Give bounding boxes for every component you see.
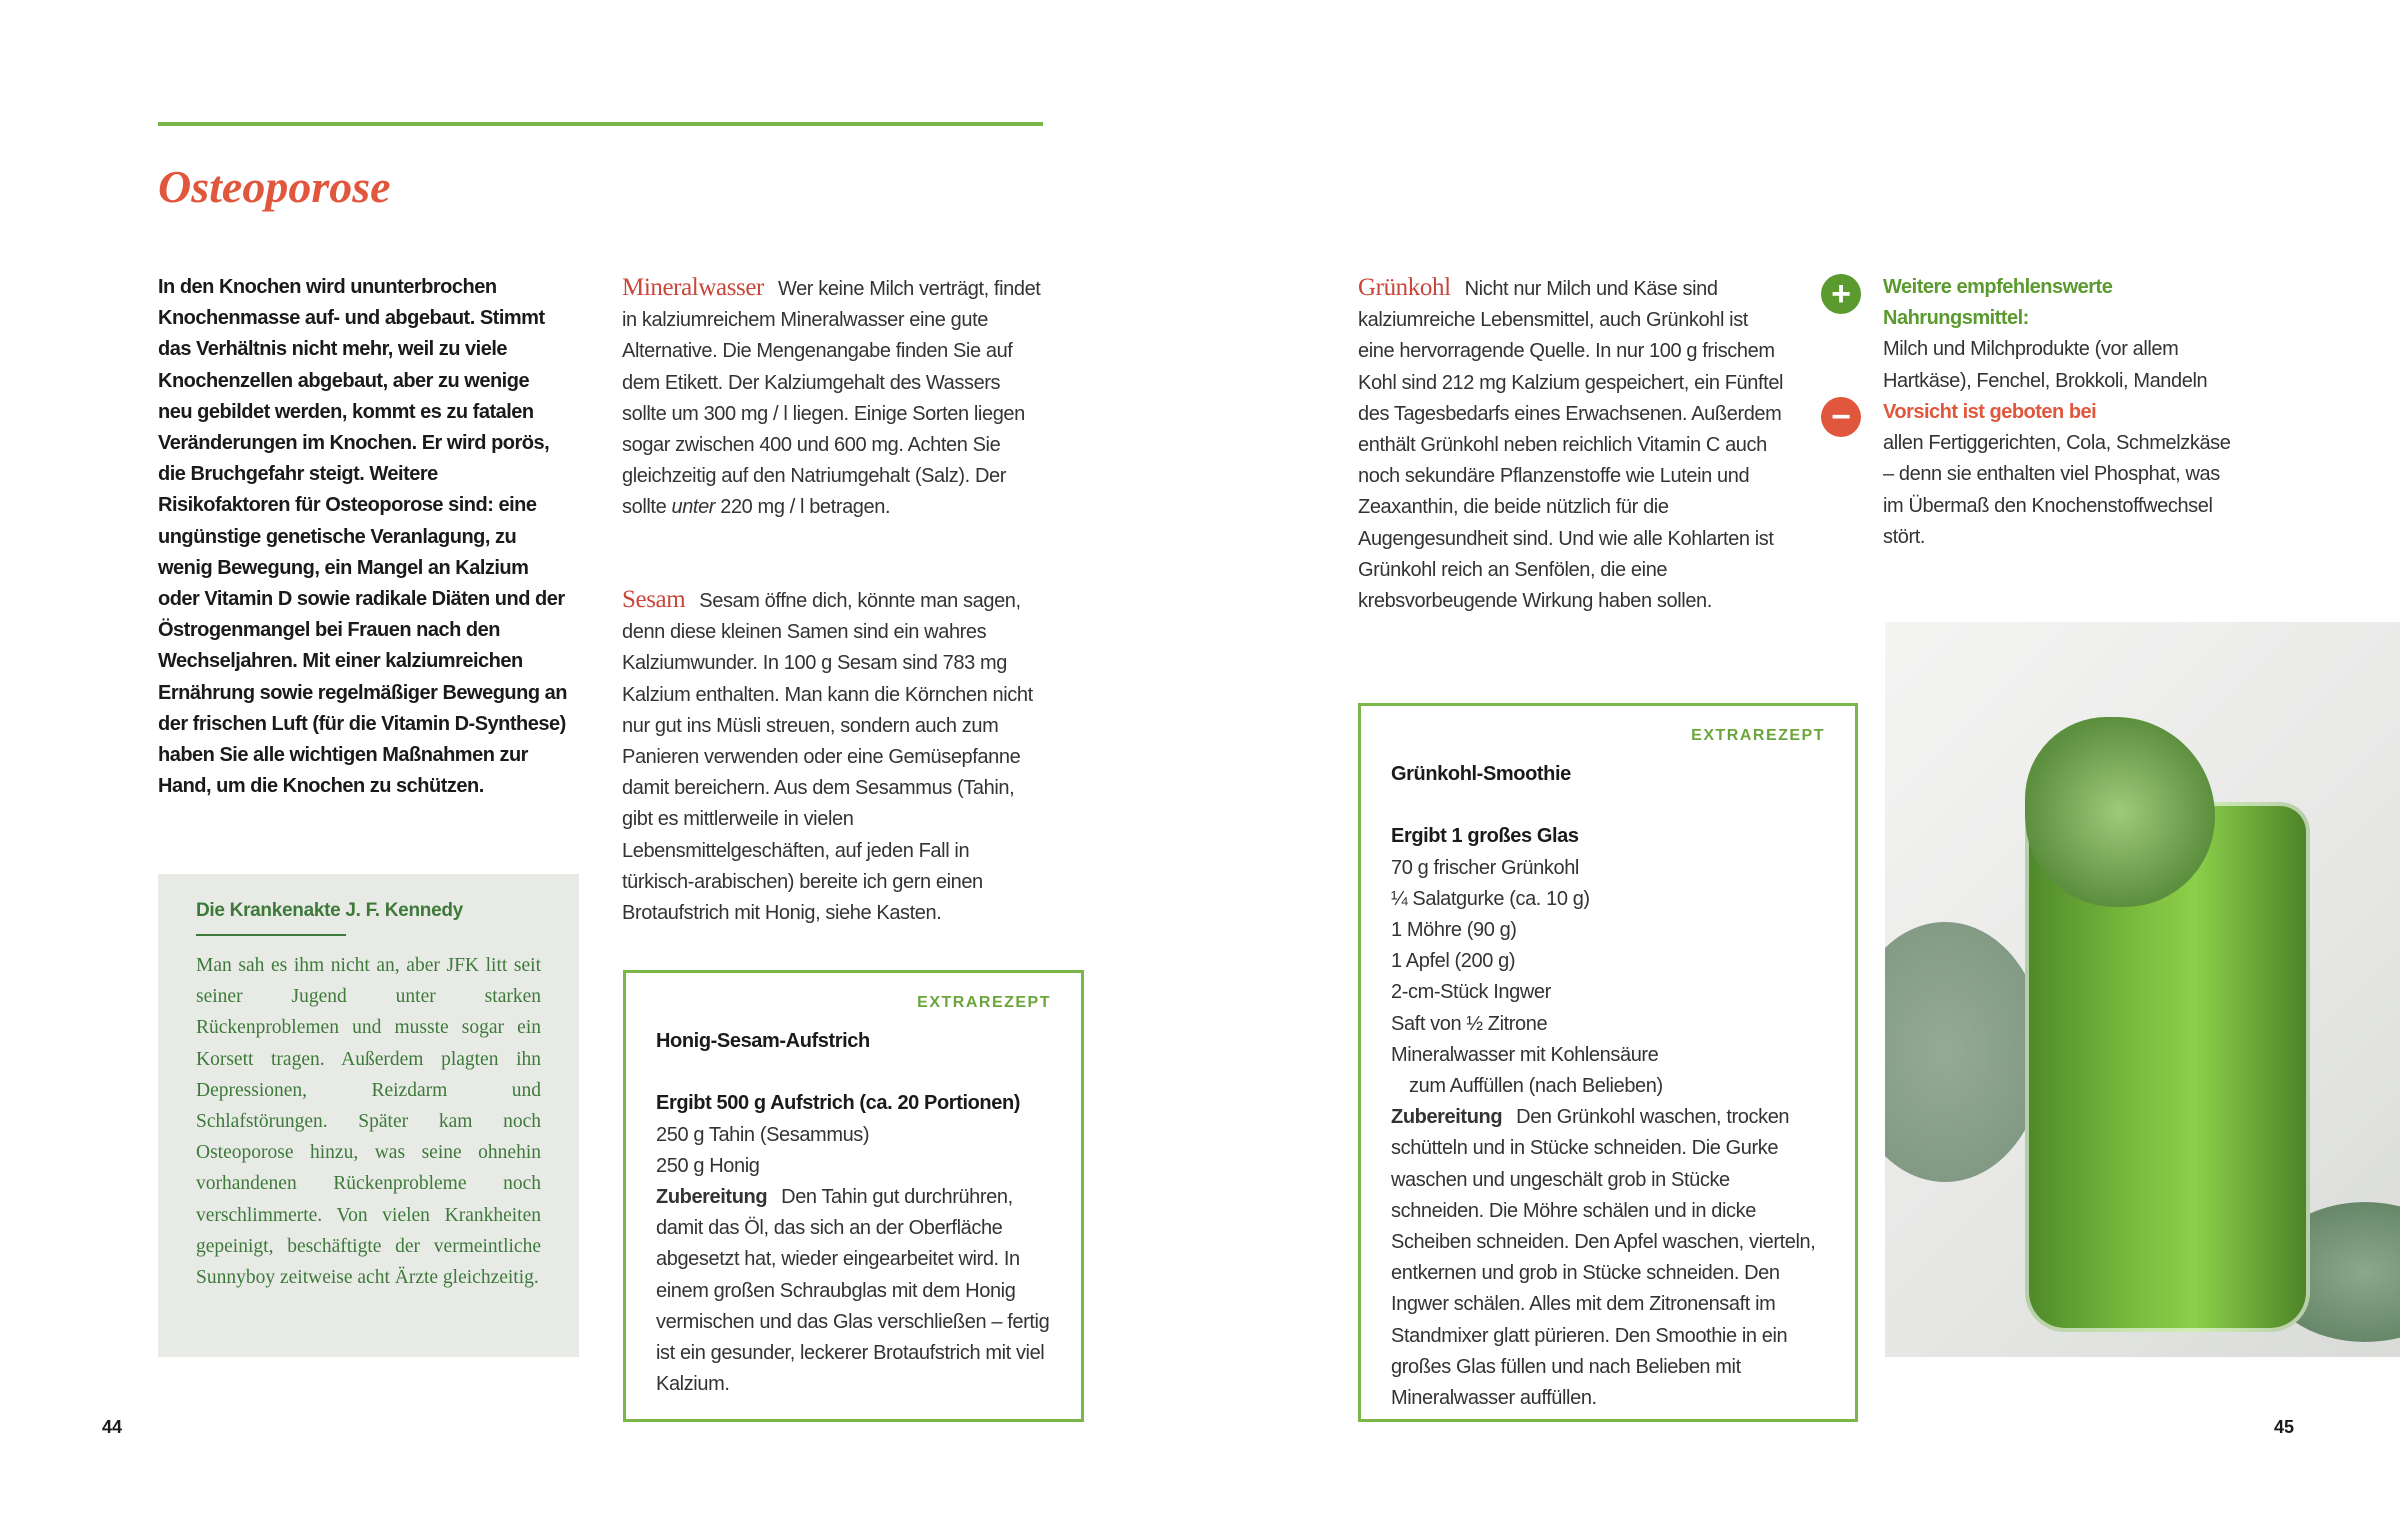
ingredient: ¼ Salatgurke (ca. 10 g) (1391, 887, 1590, 910)
recipe-title: Honig-Sesam-Aufstrich (656, 1030, 870, 1053)
minus-icon: − (1821, 397, 1861, 437)
gruenkohl-text: Nicht nur Milch und Käse sind kalziumreiche Lebensmittel, auch Grünkohl ist eine hervorragende Quelle. In nur 100 g frischem Kohl sind 212 mg Kalzium gespeichert, ein Fünftel des Tagesbedarfs eines Erwachsenen. Außerdem enthält Grünkohl neben reichlich Vitamin C auch noch sekundäre Pflanzenstoffe wie Lutein und Zeaxanthin, die beide nützlich für die Augengesundheit sind. Und wie alle Kohlarten ist Grünkohl reich an Senfölen, die eine krebsvorbeugende Wirkung haben sollen. (1358, 278, 1784, 613)
kennedy-box (158, 874, 579, 1357)
kennedy-divider (196, 934, 346, 936)
kale-garnish (2025, 717, 2215, 907)
ingredient-note: zum Auffüllen (nach Belieben) (1409, 1075, 1663, 1098)
prep-label: Zubereitung (1391, 1106, 1503, 1129)
ingredient: 250 g Tahin (Sesammus) (656, 1123, 870, 1146)
plus-icon: + (1821, 274, 1861, 314)
ingredient: 1 Apfel (200 g) (1391, 950, 1516, 973)
minus-tip (1883, 397, 2243, 553)
recipe-yield: Ergibt 500 g Aufstrich (ca. 20 Portionen) (656, 1092, 1021, 1115)
plus-text: Milch und Milchprodukte (vor allem Hartkäse), Fenchel, Brokkoli, Mandeln (1883, 338, 2208, 392)
smoothie-photo (1885, 622, 2400, 1357)
mineralwasser-paragraph (622, 272, 1042, 524)
recipe-honig-sesam (623, 970, 1084, 1422)
page-number-right: 45 (2274, 1417, 2295, 1437)
page-title: Osteoporose (158, 161, 391, 212)
mineralwasser-emphasis: unter (671, 496, 716, 519)
recipe-prep (656, 1182, 1051, 1400)
recipe-gruenkohl-smoothie (1358, 703, 1858, 1422)
ingredient: 250 g Honig (656, 1154, 760, 1177)
ingredient: 2-cm-Stück Ingwer (1391, 981, 1551, 1004)
prep-label: Zubereitung (656, 1186, 768, 1209)
page-number-left: 44 (102, 1417, 123, 1437)
title-rule (158, 122, 1043, 126)
recipe-prep (1391, 1102, 1825, 1414)
intro-paragraph: In den Knochen wird ununterbrochen Knochenmasse auf- und abgebaut. Stimmt das Verhältnis nicht mehr, weil zu viele Knochenzellen abgebaut, aber zu wenige neu gebildet werden, kommt es zu fatalen Veränderungen im Knochen. Er wird porös, die Bruchgefahr steigt. Weitere Risikofaktoren für Osteoporose sind: eine ungünstige genetische Veranlagung, zu wenig Bewegung, ein Mangel an Kalzium oder Vitamin D sowie radikale Diäten und der Östrogenmangel bei Frauen nach den Wechseljahren. Mit einer kalziumreichen Ernährung sowie regelmäßiger Bewegung an der frischen Luft (für die Vitamin D-Synthese) haben Sie alle wichtigen Maßnahmen zur Hand, um die Knochen zu schützen. (158, 276, 567, 798)
recipe-tag: EXTRAREZEPT (1691, 727, 1825, 744)
recipe-title: Grünkohl-Smoothie (1391, 763, 1571, 786)
prep-text: Den Grünkohl waschen, trocken schütteln und in Stücke schneiden. Die Gurke waschen und ungeschält grob in Stücke schneiden. Die Möhre schälen und in dicke Scheiben schneiden. Den Apfel waschen, vierteln, entkernen und grob in Stücke schneiden. Den Ingwer schälen. Alles mit dem Zitronensaft im Standmixer glatt pürieren. Den Smoothie in ein großes Glas füllen und nach Belieben mit Mineralwasser auffüllen. (1391, 1106, 1816, 1410)
prep-text: Den Tahin gut durchrühren, damit das Öl, das sich an der Oberfläche abgesetzt hat, wieder eingearbeitet wird. In einem großen Schraubglas mit dem Honig vermischen und das Glas verschließen – fertig ist ein gesunder, leckerer Brotaufstrich mit viel Kalzium. (656, 1186, 1050, 1396)
mineralwasser-text: Wer keine Milch verträgt, findet in kalziumreichem Mineralwasser eine gute Alternative. Die Mengenangabe finden Sie auf dem Etikett. Der Kalziumgehalt des Wassers sollte um 300 mg / l liegen. Einige Sorten liegen sogar zwischen 400 und 600 mg. Achten Sie gleichzeitig auf den Natriumgehalt (Salz). Der sollte (622, 278, 1041, 519)
kale-leaf-left (1885, 922, 2045, 1182)
ingredient: Mineralwasser mit Kohlensäure (1391, 1043, 1659, 1066)
sesam-keyword: Sesam (622, 586, 686, 613)
sesam-text: Sesam öffne dich, könnte man sagen, denn diese kleinen Samen sind ein wahres Kalziumwunder. In 100 g Sesam sind 783 mg Kalzium enthalten. Man kann die Körnchen nicht nur gut ins Müsli streuen, sondern auch zum Panieren verwenden oder eine Gemüsepfanne damit bereichern. Aus dem Sesammus (Tahin, gibt es mittlerweile in vielen Lebensmittelgeschäften, auf jeden Fall in türkisch-arabischen) bereite ich gern einen Brotaufstrich mit Honig, siehe Kasten. (622, 590, 1033, 925)
gruenkohl-paragraph (1358, 272, 1788, 617)
ingredient: 1 Möhre (90 g) (1391, 919, 1517, 942)
minus-text: allen Fertiggerichten, Cola, Schmelzkäse – denn sie enthalten viel Phosphat, was im Übermaß den Knochenstoffwechsel stört. (1883, 432, 2231, 548)
ingredient: Saft von ½ Zitrone (1391, 1012, 1548, 1035)
sesam-paragraph (622, 584, 1042, 929)
plus-tip (1883, 272, 2243, 397)
ingredient: 70 g frischer Grünkohl (1391, 856, 1579, 879)
recipe-yield: Ergibt 1 großes Glas (1391, 825, 1579, 848)
mineralwasser-keyword: Mineralwasser (622, 274, 764, 301)
mineralwasser-text-end: 220 mg / l betragen. (720, 496, 891, 519)
gruenkohl-keyword: Grünkohl (1358, 274, 1451, 301)
kennedy-text: Man sah es ihm nicht an, aber JFK litt seit seiner Jugend unter starken Rückenproblemen und musste sogar ein Korsett tragen. Außerdem plagten ihn Depressionen, Reizdarm und Schlafstörungen. Später kam noch Osteoporose hinzu, was seine ohnehin vorhandenen Rückenprobleme noch verschlimmerte. Von vielen Krankheiten gepeinigt, beschäftigte der vermeintliche Sunnyboy zeitweise acht Ärzte gleichzeitig. (196, 955, 541, 1289)
recipe-tag: EXTRAREZEPT (917, 994, 1051, 1011)
plus-heading: Weitere empfehlenswerte Nahrungsmittel: (1883, 276, 2113, 330)
kennedy-heading: Die Krankenakte J. F. Kennedy (196, 900, 463, 921)
minus-heading: Vorsicht ist geboten bei (1883, 401, 2097, 423)
